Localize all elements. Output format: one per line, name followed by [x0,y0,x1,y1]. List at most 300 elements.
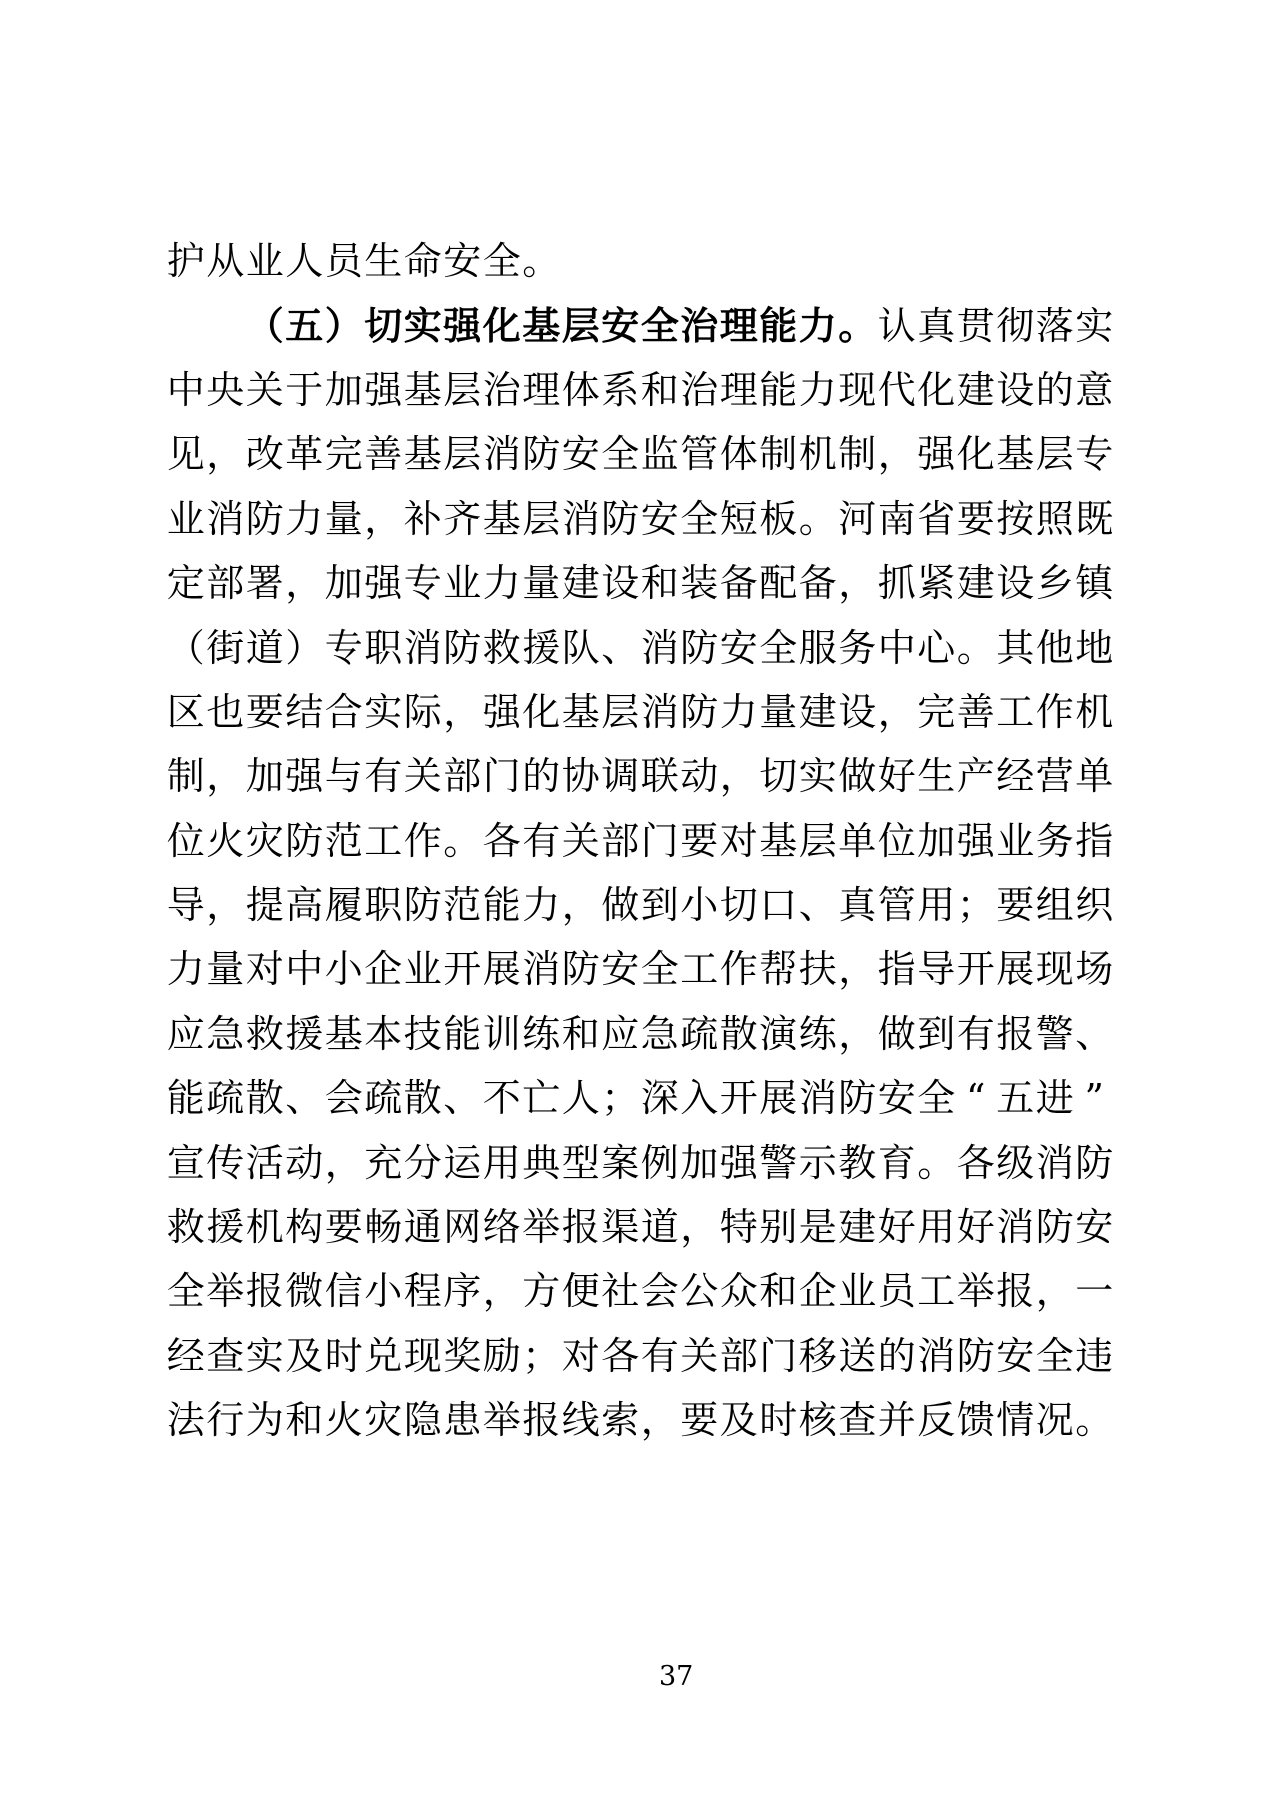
body-char: 报 [996,1269,1035,1314]
body-char: 为 [245,1398,284,1443]
body-char: 特 [719,1205,758,1250]
body-char: 合 [324,689,363,734]
body-char: 设 [601,561,640,606]
body-char: 监 [640,432,679,477]
body-char: 散 [719,1011,758,1056]
body-char: 和 [640,367,679,412]
body-char: 举 [956,1269,995,1314]
body-char: ， [838,1011,877,1056]
body-char: 训 [482,1011,521,1056]
body-char: 配 [759,561,798,606]
body-char: 举 [206,1269,245,1314]
body-char: 典 [522,1140,561,1185]
body-char: 、 [1075,1011,1114,1056]
body-char: 警 [759,1140,798,1185]
body-char: 量 [206,947,245,992]
body-char: 业 [245,239,284,284]
body-char: 众 [719,1269,758,1314]
body-char: 体 [561,367,600,412]
body-char: 全 [759,625,798,670]
body-char: 业 [403,947,442,992]
body-char: 建 [561,561,600,606]
body-char: 机 [245,1205,284,1250]
heading-char: 安 [601,302,640,348]
body-char: 时 [759,1398,798,1443]
body-char: 示 [798,1140,837,1185]
body-char: 例 [640,1140,679,1185]
body-char: 也 [206,689,245,734]
body-char: 有 [956,1011,995,1056]
body-char: 报 [522,1398,561,1443]
body-char: 制 [838,432,877,477]
body-char: 门 [640,818,679,863]
body-char: 经 [166,1333,205,1378]
body-char: 扶 [798,947,837,992]
body-char: 防 [522,432,561,477]
body-char: 索 [601,1398,640,1443]
body-char: 有 [364,754,403,799]
body-char: 业 [838,1269,877,1314]
body-char: 部 [206,561,245,606]
body-char: 。 [522,239,561,284]
body-char: ， [640,1398,679,1443]
text-line [166,744,1114,808]
body-char: 消 [996,1205,1035,1250]
body-char: 有 [522,818,561,863]
body-char: 安 [443,239,482,284]
body-char: 于 [285,367,324,412]
body-char: 。 [956,625,995,670]
body-char: 强 [285,754,324,799]
heading-char: 能 [759,302,798,348]
body-char: 安 [996,1333,1035,1378]
text-line [166,422,1114,486]
body-char: 急 [640,1011,679,1056]
heading-char: 理 [719,302,758,348]
body-char: 练 [522,1011,561,1056]
body-char: 对 [245,947,284,992]
body-char: 化 [917,367,956,412]
body-char: 从 [206,239,245,284]
body-char: 能 [443,1011,482,1056]
text-line [166,1388,1114,1452]
body-char: 指 [1075,818,1114,863]
body-char: 宣 [166,1140,205,1185]
body-char: 装 [680,561,719,606]
body-char: 五 [996,1076,1035,1121]
body-char: 调 [601,754,640,799]
body-char: 隐 [403,1398,442,1443]
body-char: 灾 [245,818,284,863]
body-char: 建 [798,689,837,734]
body-char: 指 [877,947,916,992]
body-char: 力 [166,947,205,992]
body-char: 开 [719,1076,758,1121]
body-char: 患 [443,1398,482,1443]
body-char: 道 [245,625,284,670]
body-char: 企 [798,1269,837,1314]
body-char: 情 [996,1398,1035,1443]
body-char: 务 [838,625,877,670]
body-char: 活 [245,1140,284,1185]
body-char: 员 [877,1269,916,1314]
body-char: 现 [838,367,877,412]
body-char: 层 [443,432,482,477]
body-char: 结 [285,689,324,734]
document-body [166,229,1114,1452]
body-char: 贯 [956,303,995,348]
body-char: 业 [996,818,1035,863]
body-char: 全 [166,1269,205,1314]
text-line [166,873,1114,937]
body-char: 工 [364,818,403,863]
body-char: 信 [324,1269,363,1314]
body-char: 量 [759,689,798,734]
body-char: 的 [1035,367,1074,412]
heading-char: 全 [640,302,679,348]
body-char: 切 [719,883,758,928]
body-char: 专 [403,561,442,606]
body-char: 化 [522,689,561,734]
body-char: 强 [956,818,995,863]
body-char: 火 [324,1398,363,1443]
text-line [166,1130,1114,1194]
body-char: 通 [403,1205,442,1250]
body-char: 基 [561,689,600,734]
body-char: 治 [680,367,719,412]
body-char: 况 [1035,1398,1074,1443]
body-char: 好 [956,1205,995,1250]
body-char: 分 [403,1140,442,1185]
body-char: 演 [759,1011,798,1056]
body-char: 救 [245,1011,284,1056]
body-char: 疏 [680,1011,719,1056]
body-char: 报 [561,1205,600,1250]
body-char: 层 [443,367,482,412]
body-char: 机 [798,432,837,477]
body-char: 防 [680,625,719,670]
body-char: 畅 [364,1205,403,1250]
body-char: 消 [917,1333,956,1378]
body-char: 展 [759,1076,798,1121]
text-line [166,1324,1114,1388]
heading-char: 层 [561,302,600,348]
body-char: 。 [798,496,837,541]
body-char: 行 [206,1398,245,1443]
body-char: 生 [917,754,956,799]
text-line [166,1002,1114,1066]
body-char: 是 [798,1205,837,1250]
body-char: 援 [522,625,561,670]
body-char: 业 [166,496,205,541]
body-char: 入 [680,1076,719,1121]
body-char: 他 [1035,625,1074,670]
body-char: 强 [719,1140,758,1185]
body-char: 充 [364,1140,403,1185]
body-char: 和 [285,1398,324,1443]
body-char: 反 [917,1398,956,1443]
body-char: 小 [364,1269,403,1314]
body-char: 心 [917,625,956,670]
body-char: 防 [285,818,324,863]
body-char: 队 [561,625,600,670]
body-char: 要 [680,818,719,863]
body-char: 机 [1075,689,1114,734]
body-char: 消 [403,625,442,670]
body-char: 企 [364,947,403,992]
body-char: 对 [719,818,758,863]
body-char: ； [522,1333,561,1378]
body-char: 、 [443,1076,482,1121]
body-char: 量 [522,561,561,606]
body-char: 帮 [759,947,798,992]
body-char: 范 [443,883,482,928]
heading-char: 五 [285,302,324,348]
body-char: 彻 [996,303,1035,348]
body-char: 化 [956,432,995,477]
body-char: 会 [324,1076,363,1121]
body-char: 意 [1075,367,1114,412]
body-char: 练 [798,1011,837,1056]
body-char: 备 [719,561,758,606]
body-char: 馈 [956,1398,995,1443]
body-char: 全 [917,1076,956,1121]
body-char: 移 [798,1333,837,1378]
body-char: ， [680,1205,719,1250]
body-char: 小 [680,883,719,928]
body-char: 中 [166,367,205,412]
body-char: 理 [719,367,758,412]
body-char: 作 [1035,689,1074,734]
body-char: 深 [640,1076,679,1121]
body-char: 送 [838,1333,877,1378]
body-char: 导 [917,947,956,992]
body-char: 运 [443,1140,482,1185]
body-char: 命 [403,239,442,284]
body-char: 量 [324,496,363,541]
body-char: 报 [245,1269,284,1314]
body-char: 加 [324,561,363,606]
body-char: 抓 [877,561,916,606]
body-char: 教 [838,1140,877,1185]
body-char: 举 [522,1205,561,1250]
body-char: 定 [166,561,205,606]
body-char: 并 [877,1398,916,1443]
text-line [166,937,1114,1001]
body-char: 要 [956,496,995,541]
body-char: 系 [601,367,640,412]
body-char: 关 [245,367,284,412]
body-char: 做 [601,883,640,928]
body-char: 消 [561,496,600,541]
body-char: 基 [403,432,442,477]
body-char: 关 [403,754,442,799]
body-char: 援 [285,1011,324,1056]
body-char: 切 [759,754,798,799]
body-char: 。 [1075,1398,1114,1443]
body-char: 建 [956,367,995,412]
body-char: 。 [917,1140,956,1185]
body-char: 际 [403,689,442,734]
body-char: 制 [759,432,798,477]
body-char: 展 [996,947,1035,992]
body-char: 加 [324,367,363,412]
body-char: 各 [601,1333,640,1378]
body-char: 板 [759,496,798,541]
body-char: 防 [680,689,719,734]
body-char: 违 [1075,1333,1114,1378]
body-char: 火 [206,818,245,863]
body-char: 紧 [917,561,956,606]
body-char: 强 [364,367,403,412]
body-char: 动 [680,754,719,799]
body-char: 全 [1035,1333,1074,1378]
body-char: 安 [561,432,600,477]
body-char: ； [601,1076,640,1121]
body-char: 道 [640,1205,679,1250]
body-char: 消 [1035,1140,1074,1185]
body-char: 齐 [443,496,482,541]
body-char: 公 [680,1269,719,1314]
body-char: 镇 [1075,561,1114,606]
body-char: 部 [601,818,640,863]
body-char: 场 [1075,947,1114,992]
body-char: 代 [877,367,916,412]
body-char: 职 [364,625,403,670]
body-char: 好 [877,754,916,799]
text-line [166,293,1114,357]
body-char: 力 [522,883,561,928]
body-char: 河 [838,496,877,541]
body-char: 工 [917,1269,956,1314]
body-char: 按 [996,496,1035,541]
body-char: 组 [1035,883,1074,928]
body-char: 履 [324,883,363,928]
text-line [166,487,1114,551]
body-char: 单 [838,818,877,863]
body-char: 见 [166,432,205,477]
body-char: 单 [1075,754,1114,799]
body-char: 中 [285,947,324,992]
body-char: 署 [245,561,284,606]
body-char: 员 [324,239,363,284]
heading-char: 化 [482,302,521,348]
body-char: 到 [640,883,679,928]
body-char: 防 [1035,1205,1074,1250]
body-char: 微 [285,1269,324,1314]
body-char: 防 [403,883,442,928]
body-char: 好 [877,1205,916,1250]
body-char: 现 [403,1333,442,1378]
body-char: 急 [206,1011,245,1056]
body-char: 部 [443,754,482,799]
body-char: 育 [877,1140,916,1185]
body-char: 强 [917,432,956,477]
body-char: 要 [996,883,1035,928]
text-line [166,1066,1114,1130]
body-char: 央 [206,367,245,412]
body-char: 力 [285,496,324,541]
body-char: 便 [561,1269,600,1314]
body-char: 关 [680,1333,719,1378]
body-char: 型 [561,1140,600,1185]
heading-char: 强 [443,302,482,348]
body-char: 能 [166,1076,205,1121]
body-char: 安 [1075,1205,1114,1250]
body-char: 各 [482,818,521,863]
body-char: 中 [877,625,916,670]
body-char: 全 [640,947,679,992]
body-char: ， [443,689,482,734]
body-char: 全 [680,496,719,541]
body-char: 善 [956,689,995,734]
body-char: 专 [1075,432,1114,477]
body-char: ， [719,754,758,799]
body-char: 序 [443,1269,482,1314]
body-char: 善 [364,432,403,477]
body-char: 建 [838,1205,877,1250]
body-char: 加 [917,818,956,863]
body-char: 管 [877,883,916,928]
body-char: 层 [601,689,640,734]
heading-char: ） [324,302,363,348]
body-char: 应 [601,1011,640,1056]
body-char: 业 [443,561,482,606]
body-char: 设 [838,689,877,734]
text-line [166,551,1114,615]
body-char: 消 [798,1076,837,1121]
body-char: 强 [364,561,403,606]
body-char: 南 [877,496,916,541]
body-char: 援 [206,1205,245,1250]
text-line [166,1259,1114,1323]
body-char: 设 [996,367,1035,412]
body-char: 加 [245,754,284,799]
body-char: ， [206,754,245,799]
body-char: 防 [1075,1140,1114,1185]
body-char: 用 [917,883,956,928]
body-char: 力 [719,689,758,734]
body-char: 消 [206,496,245,541]
body-char: 基 [324,1011,363,1056]
body-char: 各 [956,1140,995,1185]
body-char: 完 [917,689,956,734]
body-char: 络 [482,1205,521,1250]
body-char: 救 [482,625,521,670]
page-number: 37 [659,1661,694,1692]
body-char: 工 [996,689,1035,734]
body-char: 散 [245,1076,284,1121]
body-char: 、 [601,625,640,670]
body-char: 有 [640,1333,679,1378]
body-char: ， [206,432,245,477]
body-char: 加 [680,1140,719,1185]
body-char: 能 [759,367,798,412]
body-char: 安 [877,1076,916,1121]
body-char: 基 [482,496,521,541]
body-char: 认 [877,303,916,348]
body-char: 服 [798,625,837,670]
body-char: 灾 [364,1398,403,1443]
body-char: 备 [798,561,837,606]
body-char: 省 [917,496,956,541]
body-char: 方 [522,1269,561,1314]
body-char: 要 [680,1398,719,1443]
body-char: ， [877,689,916,734]
body-char: ， [206,883,245,928]
body-char: 街 [206,625,245,670]
body-char: 位 [877,818,916,863]
